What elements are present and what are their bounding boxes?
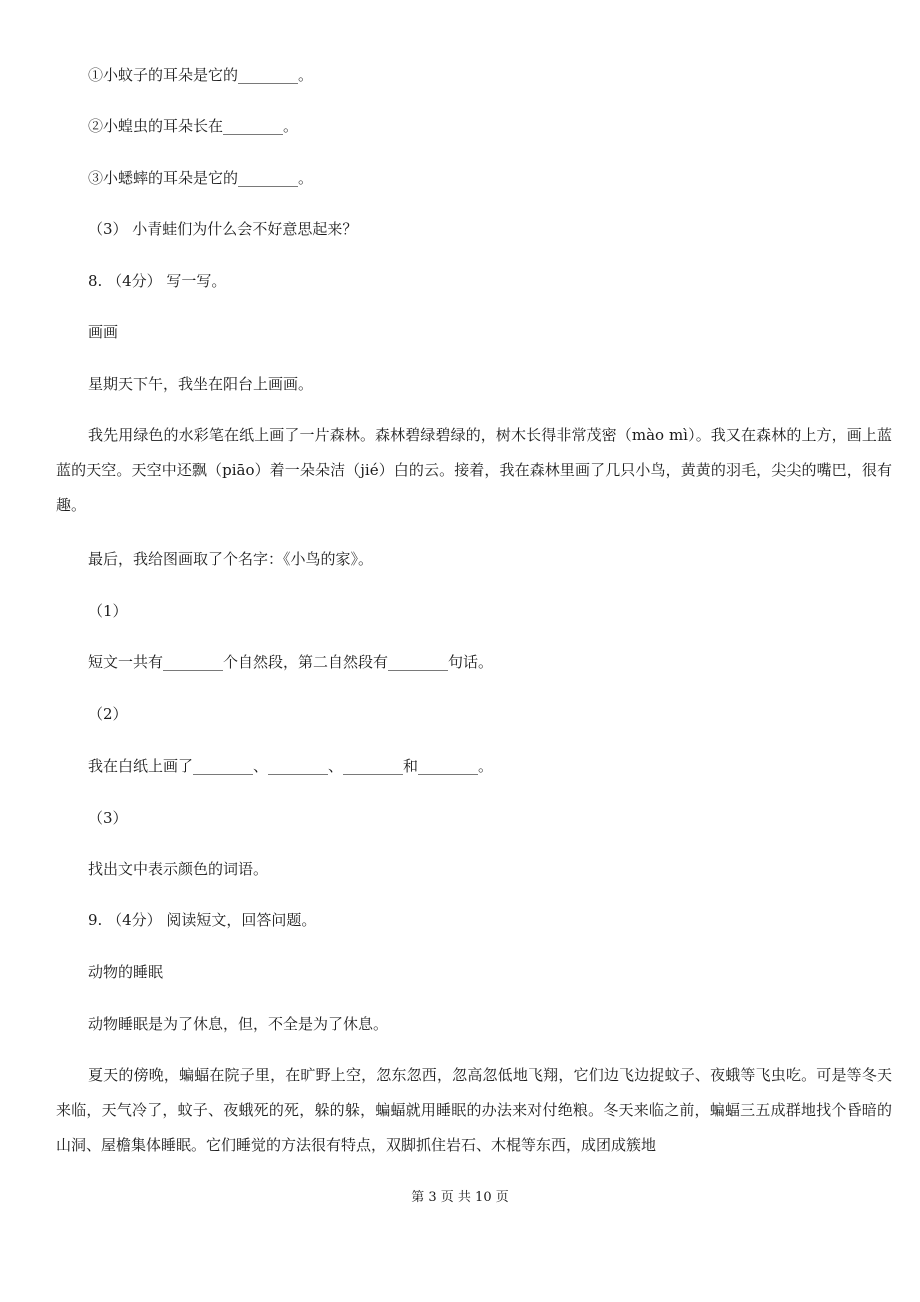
q9-paragraph-1: 动物睡眠是为了休息，但，不全是为了休息。 [88, 1015, 389, 1033]
q9-paragraph-2: 夏天的傍晚，蝙蝠在院子里，在旷野上空，忽东忽西，忽高忽低地飞翔，它们边飞边捉蚊子、夜蛾等飞虫吃。可是等冬天来临，天气冷了，蚊子、夜蛾死的死，躲的躲，蝙蝠就用睡眠的办法来对付绝粮。冬天来临之前，蝙蝠三五成群地找个昏暗的山洞、屋檐集体睡眠。它们睡觉的方法很有特点，双脚抓住岩石、木棍等东西，成团成簇地 [56, 1066, 892, 1154]
q8-paragraph-3: 最后，我给图画取了个名字：《小鸟的家》。 [88, 550, 374, 568]
q8-sub-3-text: 找出文中表示颜色的词语。 [88, 860, 269, 878]
q7-subquestion-3: （3） 小青蛙们为什么会不好意思起来？ [88, 220, 358, 238]
q9-heading: 9. （4分） 阅读短文，回答问题。 [88, 911, 317, 929]
q7-item-1: ①小蚊子的耳朵是它的________。 [88, 66, 314, 84]
q8-sub-1-label: （1） [88, 602, 128, 620]
q8-sub-2-label: （2） [88, 705, 128, 723]
q8-paragraph-2: 我先用绿色的水彩笔在纸上画了一片森林。森林碧绿碧绿的，树木长得非常茂密（mào mì）。我又在森林的上方，画上蓝蓝的天空。天空中还飘（piāo）着一朵朵洁（jié）白的云。接着，我在森林里画了几只小鸟，黄黄的羽毛，尖尖的嘴巴，很有趣。 [56, 426, 892, 514]
q8-sub-2-text: 我在白纸上画了________、________、________和________。 [88, 757, 494, 775]
q8-sub-3-label: （3） [88, 809, 128, 827]
page-footer: 第 3 页 共 10 页 [411, 1190, 509, 1205]
q7-item-2: ②小蝗虫的耳朵长在________。 [88, 117, 299, 135]
q8-heading: 8. （4分） 写一写。 [88, 272, 227, 290]
q9-passage-title: 动物的睡眠 [88, 963, 164, 981]
q7-item-3: ③小蟋蟀的耳朵是它的________。 [88, 169, 314, 187]
q8-paragraph-1: 星期天下午，我坐在阳台上画画。 [88, 375, 314, 393]
q8-passage-title: 画画 [88, 323, 119, 341]
q8-sub-1-text: 短文一共有________个自然段，第二自然段有________句话。 [88, 653, 494, 671]
